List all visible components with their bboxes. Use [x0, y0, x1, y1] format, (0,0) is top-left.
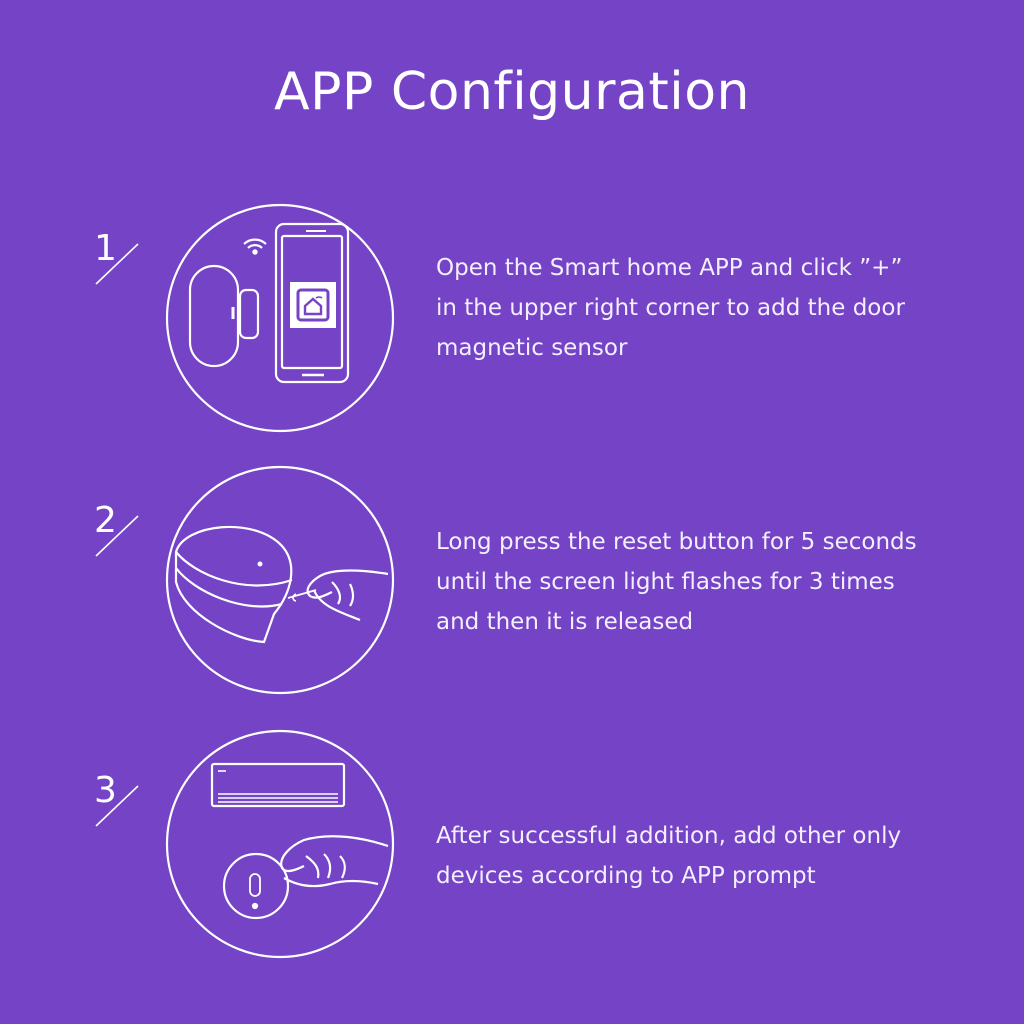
desc-line: in the upper right corner to add the door	[436, 295, 905, 321]
desc-line: magnetic sensor	[436, 335, 628, 361]
slash-divider-icon	[92, 504, 152, 564]
desc-line: After successful addition, add other only	[436, 823, 902, 849]
desc-line: devices according to APP prompt	[436, 863, 816, 889]
step-1	[0, 228, 1024, 462]
step-3	[0, 770, 1024, 1004]
step-3-description	[436, 816, 996, 896]
page-title: APP Configuration	[274, 62, 750, 122]
desc-line: and then it is released	[436, 609, 694, 635]
air-conditioner-remote-icon	[164, 728, 396, 960]
desc-line: until the screen light flashes for 3 times	[436, 569, 895, 595]
phone-wifi-door-sensor-icon	[164, 202, 396, 434]
step-2	[0, 500, 1024, 734]
slash-divider-icon	[92, 774, 152, 834]
step-number-3	[92, 770, 152, 834]
step-digit: 1	[94, 228, 117, 269]
reset-button-press-icon	[164, 464, 396, 696]
step-1-description	[436, 248, 996, 368]
step-2-description	[436, 522, 996, 642]
slash-divider-icon	[92, 232, 152, 292]
step-number-1	[92, 228, 152, 292]
step-digit: 3	[94, 770, 117, 811]
desc-line: Open the Smart home APP and click ”+”	[436, 255, 903, 281]
step-digit: 2	[94, 500, 117, 541]
desc-line: Long press the reset button for 5 seconds	[436, 529, 917, 555]
step-number-2	[92, 500, 152, 564]
